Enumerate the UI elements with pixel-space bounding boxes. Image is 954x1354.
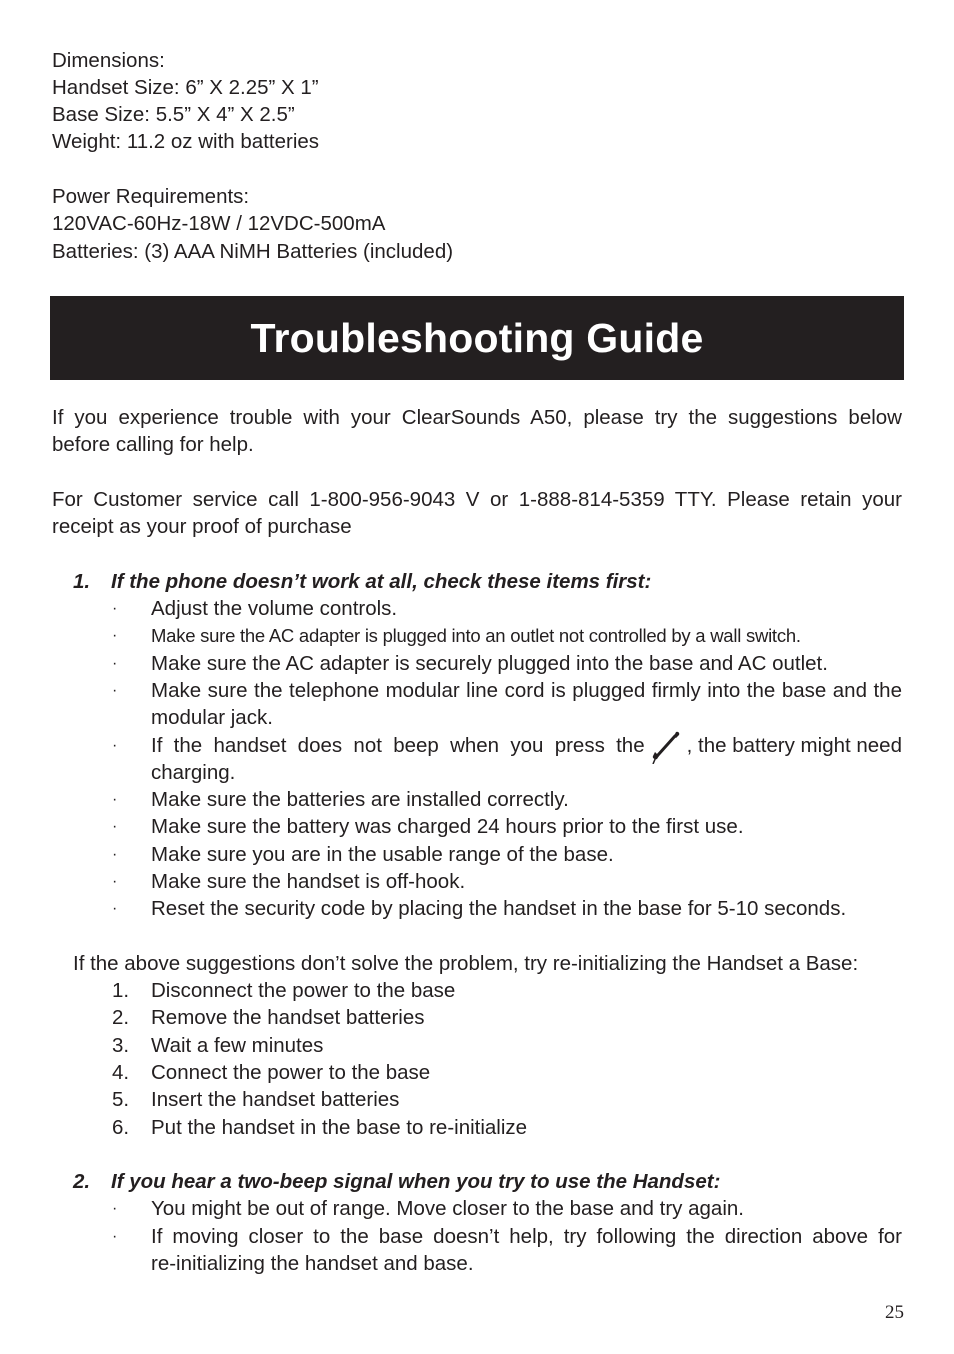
step-text: Connect the power to the base [151, 1061, 431, 1084]
bullet-text: You might be out of range. Move closer to the base and try again. [151, 1197, 744, 1220]
page-number: 25 [885, 1302, 904, 1323]
step-text: Put the handset in the base to re-initialize [151, 1116, 528, 1139]
section-1-number: 1. [73, 570, 91, 593]
power-spec: 120VAC-60Hz-18W / 12VDC-500mA [52, 212, 386, 235]
step-text: Insert the handset batteries [151, 1088, 400, 1111]
weight: Weight: 11.2 oz with batteries [52, 130, 320, 153]
bullet-text: , the battery might need [686, 734, 902, 757]
bullet-text: Make sure the AC adapter is plugged into an outlet not controlled by a wall switch. [151, 625, 801, 646]
bullet-dot: · [112, 1228, 118, 1245]
batteries-spec: Batteries: (3) AAA NiMH Batteries (included) [52, 240, 454, 263]
phone-handset-icon [647, 728, 683, 764]
bullet-dot: · [112, 737, 118, 754]
step-text: Disconnect the power to the base [151, 979, 456, 1002]
bullet-text: Make sure the batteries are installed correctly. [151, 788, 569, 811]
bullet-text: Make sure you are in the usable range of the base. [151, 843, 614, 866]
bullet-text: Make sure the telephone modular line cord is plugged firmly into the base and the [151, 679, 902, 702]
section-2-heading [73, 1168, 873, 1195]
bullet-text: Adjust the volume controls. [151, 597, 398, 620]
section-1-heading [73, 568, 873, 595]
service-line-2: receipt as your proof of purchase [52, 515, 352, 538]
page-title: Troubleshooting Guide [250, 314, 704, 361]
power-heading: Power Requirements: [52, 185, 250, 208]
bullet-text-with-icon [151, 732, 902, 759]
bullet-dot: · [112, 655, 118, 672]
bullet-dot: · [112, 900, 118, 917]
step-text: Remove the handset batteries [151, 1006, 425, 1029]
section-2-number: 2. [73, 1170, 91, 1193]
bullet-text: Make sure the AC adapter is securely plugged into the base and AC outlet. [151, 652, 828, 675]
step-number: 5. [112, 1088, 130, 1111]
service-line-1: For Customer service call 1-800-956-9043 V or 1-888-814-5359 TTY. Please retain your [52, 488, 902, 511]
step-number: 4. [112, 1061, 130, 1084]
bullet-text-continued: re-initializing the handset and base. [151, 1252, 474, 1275]
bullet-dot: · [112, 873, 118, 890]
bullet-text: Make sure the battery was charged 24 hours prior to the first use. [151, 815, 744, 838]
intro-line-1: If you experience trouble with your ClearSounds A50, please try the suggestions below [52, 406, 902, 429]
bullet-dot: · [112, 627, 118, 644]
step-number: 1. [112, 979, 130, 1002]
bullet-dot: · [112, 791, 118, 808]
bullet-text: If the handset does not beep when you press the [151, 734, 645, 757]
bullet-text: If moving closer to the base doesn’t help, try following the direction above for [151, 1225, 902, 1248]
dimensions-heading: Dimensions: [52, 49, 165, 72]
base-size: Base Size: 5.5” X 4” X 2.5” [52, 103, 295, 126]
handset-size: Handset Size: 6” X 2.25” X 1” [52, 76, 319, 99]
section-1-title: If the phone doesn’t work at all, check these items first: [111, 570, 652, 593]
step-number: 2. [112, 1006, 130, 1029]
reinit-intro: If the above suggestions don’t solve the problem, try re-initializing the Handset a Base: [73, 952, 859, 975]
bullet-text-continued: charging. [151, 761, 236, 784]
bullet-text: Reset the security code by placing the handset in the base for 5-10 seconds. [151, 897, 847, 920]
bullet-dot: · [112, 1200, 118, 1217]
bullet-text: Make sure the handset is off-hook. [151, 870, 466, 893]
step-number: 6. [112, 1116, 130, 1139]
bullet-dot: · [112, 682, 118, 699]
title-banner [50, 296, 904, 380]
intro-line-2: before calling for help. [52, 433, 254, 456]
bullet-dot: · [112, 846, 118, 863]
step-text: Wait a few minutes [151, 1034, 324, 1057]
bullet-dot: · [112, 818, 118, 835]
step-number: 3. [112, 1034, 130, 1057]
bullet-text-continued: modular jack. [151, 706, 273, 729]
bullet-dot: · [112, 600, 118, 617]
section-2-title: If you hear a two-beep signal when you try to use the Handset: [111, 1170, 721, 1193]
